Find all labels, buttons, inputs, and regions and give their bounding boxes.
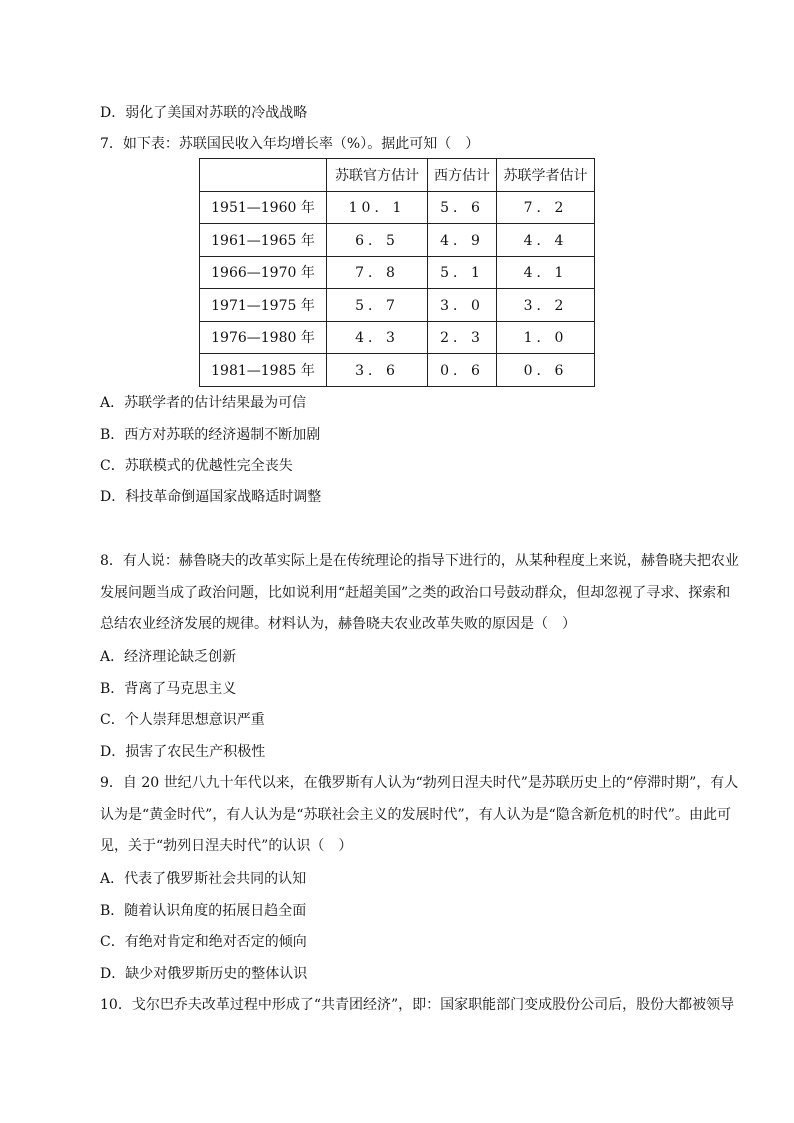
- growth-rate-table: [199, 158, 595, 387]
- value-cell: 3．2: [497, 289, 595, 322]
- q9-stem: 9．自 20 世纪八九十年代以来，在俄罗斯有人认为“勃列日涅夫时代”是苏联历史上的“停滞时期”，有人认为是“黄金时代”，有人认为是“苏联社会主义的发展时代”，有人认为是“隐含新危机的时代”。由此可见，关于“勃列日涅夫时代”的认识（ ）: [100, 775, 739, 854]
- value-cell: 0．6: [428, 354, 497, 387]
- table-row: [200, 191, 595, 224]
- value-cell: 2．3: [428, 321, 497, 354]
- q6-option-d: D．弱化了美国对苏联的冷战战略: [100, 105, 308, 121]
- period-cell: 1961—1965 年: [200, 224, 327, 257]
- table-row: [200, 321, 595, 354]
- q9-option-d: D．缺少对俄罗斯历史的整体认识: [100, 966, 308, 982]
- table-row: [200, 256, 595, 289]
- value-cell: 5．7: [327, 289, 428, 322]
- period-cell: 1971—1975 年: [200, 289, 327, 322]
- q7-option-c: C．苏联模式的优越性完全丧失: [100, 458, 293, 474]
- value-cell: 4．1: [497, 256, 595, 289]
- value-cell: 4．4: [497, 224, 595, 257]
- q9-option-b: B．随着认识角度的拓展日趋全面: [100, 903, 307, 919]
- q7-option-b: B．西方对苏联的经济遏制不断加剧: [100, 427, 321, 443]
- table-header-cell: 苏联官方估计: [327, 159, 428, 192]
- q10-stem: 10．戈尔巴乔夫改革过程中形成了“共青团经济”，即：国家职能部门变成股份公司后，股份大都被领导: [100, 997, 735, 1013]
- table-header-row: [200, 159, 595, 192]
- value-cell: 4．9: [428, 224, 497, 257]
- value-cell: 6．5: [327, 224, 428, 257]
- q8-option-c: C．个人崇拜思想意识严重: [100, 712, 265, 728]
- table-header-cell: 苏联学者估计: [497, 159, 595, 192]
- value-cell: 1．0: [497, 321, 595, 354]
- table-header-cell: 西方估计: [428, 159, 497, 192]
- value-cell: 10．1: [327, 191, 428, 224]
- q8-stem: 8．有人说：赫鲁晓夫的改革实际上是在传统理论的指导下进行的，从某种程度上来说，赫鲁晓夫把农业发展问题当成了政治问题，比如说利用“赶超美国”之类的政治口号鼓动群众，但却忽视了寻求、探索和总结农业经济发展的规律。材料认为，赫鲁晓夫农业改革失败的原因是（ ）: [100, 553, 739, 632]
- q8-option-d: D．损害了农民生产积极性: [100, 744, 266, 760]
- period-cell: 1966—1970 年: [200, 256, 327, 289]
- value-cell: 7．2: [497, 191, 595, 224]
- table-row: [200, 289, 595, 322]
- value-cell: 7．8: [327, 256, 428, 289]
- q8-option-a: A．经济理论缺乏创新: [100, 649, 237, 665]
- value-cell: 3．6: [327, 354, 428, 387]
- q9-option-a: A．代表了俄罗斯社会共同的认知: [100, 871, 307, 887]
- table-header-cell: [200, 159, 327, 192]
- value-cell: 0．6: [497, 354, 595, 387]
- q7-option-a: A．苏联学者的估计结果最为可信: [100, 395, 307, 411]
- q7-option-d: D．科技革命倒逼国家战略适时调整: [100, 489, 322, 505]
- period-cell: 1951—1960 年: [200, 191, 327, 224]
- value-cell: 5．6: [428, 191, 497, 224]
- period-cell: 1976—1980 年: [200, 321, 327, 354]
- value-cell: 4．3: [327, 321, 428, 354]
- table-row: [200, 224, 595, 257]
- table-row: [200, 354, 595, 387]
- value-cell: 5．1: [428, 256, 497, 289]
- period-cell: 1981—1985 年: [200, 354, 327, 387]
- q7-stem: 7．如下表：苏联国民收入年均增长率（%）。据此可知（ ）: [100, 136, 480, 152]
- q9-option-c: C．有绝对肯定和绝对否定的倾向: [100, 934, 307, 950]
- value-cell: 3．0: [428, 289, 497, 322]
- q8-option-b: B．背离了马克思主义: [100, 681, 237, 697]
